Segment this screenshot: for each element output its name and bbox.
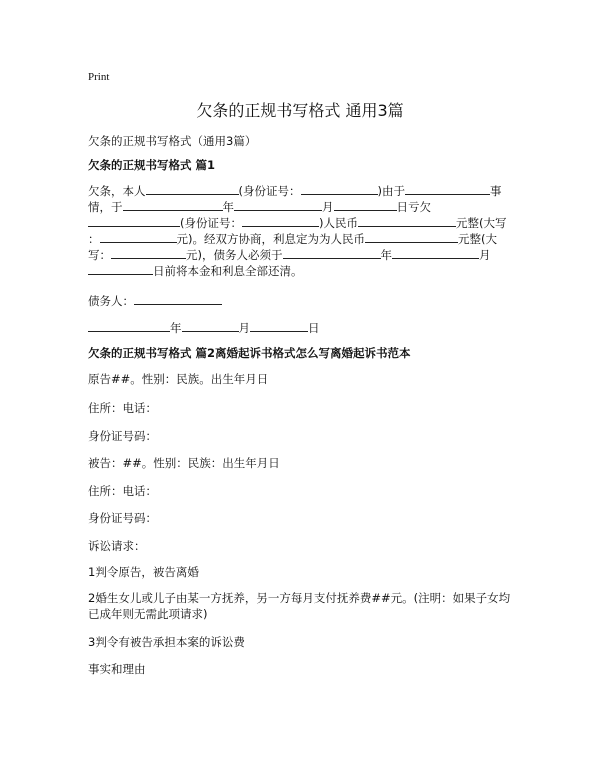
line-text: 欠条，本人 (88, 184, 146, 198)
blank-field (242, 214, 319, 227)
blank-field (146, 182, 239, 195)
paragraph: 原告##。性别：民族。出生年月日 (88, 372, 269, 386)
line-text: 情，于 (88, 200, 123, 214)
line-text: ： (88, 232, 100, 246)
paragraph: 身份证号码： (88, 511, 157, 525)
date-line (88, 319, 320, 335)
subtitle: 欠条的正规书写格式（通用3篇） (88, 134, 257, 148)
line-text: )由于 (377, 184, 405, 198)
line-text: 日 (308, 321, 320, 335)
line-text: 月 (479, 248, 491, 262)
line-text: 元整(大写 (456, 216, 507, 230)
blank-field (392, 246, 479, 259)
blank-field (134, 292, 222, 305)
iou-line (88, 182, 502, 198)
paragraph: 住所：电话： (88, 401, 157, 415)
blank-field (100, 230, 177, 243)
blank-field (334, 198, 397, 211)
page-title: 欠条的正规书写格式 通用3篇 (196, 101, 404, 120)
blank-field (182, 319, 239, 332)
line-text: 年 (380, 248, 392, 262)
line-text: 元)。经双方协商，利息定为为人民币 (176, 232, 365, 246)
iou-line (88, 230, 497, 246)
paragraph: 1判令原告，被告离婚 (88, 565, 199, 579)
paragraph: 身份证号码： (88, 429, 157, 443)
line-text: 月 (322, 200, 334, 214)
line-text: 事 (490, 184, 502, 198)
iou-line (88, 214, 507, 230)
blank-field (301, 182, 378, 195)
line-text: 日亏欠 (396, 200, 431, 214)
blank-field (88, 214, 180, 227)
line-text: 月 (238, 321, 250, 335)
blank-field (88, 319, 170, 332)
line-text: 年 (170, 321, 182, 335)
blank-field (250, 319, 308, 332)
paragraph: 已成年则无需此项请求) (88, 607, 208, 621)
line-text: (身份证号： (180, 216, 242, 230)
paragraph: 被告：##。性别：民族：出生年月日 (88, 456, 280, 470)
line-text: 日前将本金和利息全部还清。 (153, 264, 303, 278)
blank-field (365, 230, 458, 243)
print-link[interactable]: Print (88, 71, 110, 83)
section2-heading: 欠条的正规书写格式 篇2离婚起诉书格式怎么写离婚起诉书范本 (88, 346, 411, 360)
debtor-signature-line (88, 292, 222, 308)
blank-field (358, 214, 456, 227)
line-text: )人民币 (319, 216, 358, 230)
iou-line (88, 262, 303, 278)
iou-line (88, 198, 431, 214)
blank-field (405, 182, 490, 195)
iou-line (88, 246, 491, 262)
blank-field (111, 246, 186, 259)
line-text: 写： (88, 248, 111, 262)
section1-heading: 欠条的正规书写格式 篇1 (88, 158, 216, 172)
blank-field (123, 198, 223, 211)
blank-field (283, 246, 381, 259)
paragraph: 诉讼请求： (88, 539, 146, 553)
paragraph: 住所：电话： (88, 484, 157, 498)
line-text: (身份证号： (238, 184, 301, 198)
paragraph: 事实和理由 (88, 662, 146, 676)
blank-field (234, 198, 322, 211)
line-text: 债务人： (88, 294, 134, 308)
blank-field (88, 262, 153, 275)
paragraph: 3判令有被告承担本案的诉讼费 (88, 635, 245, 649)
line-text: 年 (222, 200, 234, 214)
line-text: 元)，债务人必须于 (186, 248, 283, 262)
paragraph: 2婚生女儿或儿子由某一方抚养，另一方每月支付抚养费##元。(注明：如果子女均 (88, 591, 511, 605)
line-text: 元整(大 (458, 232, 497, 246)
